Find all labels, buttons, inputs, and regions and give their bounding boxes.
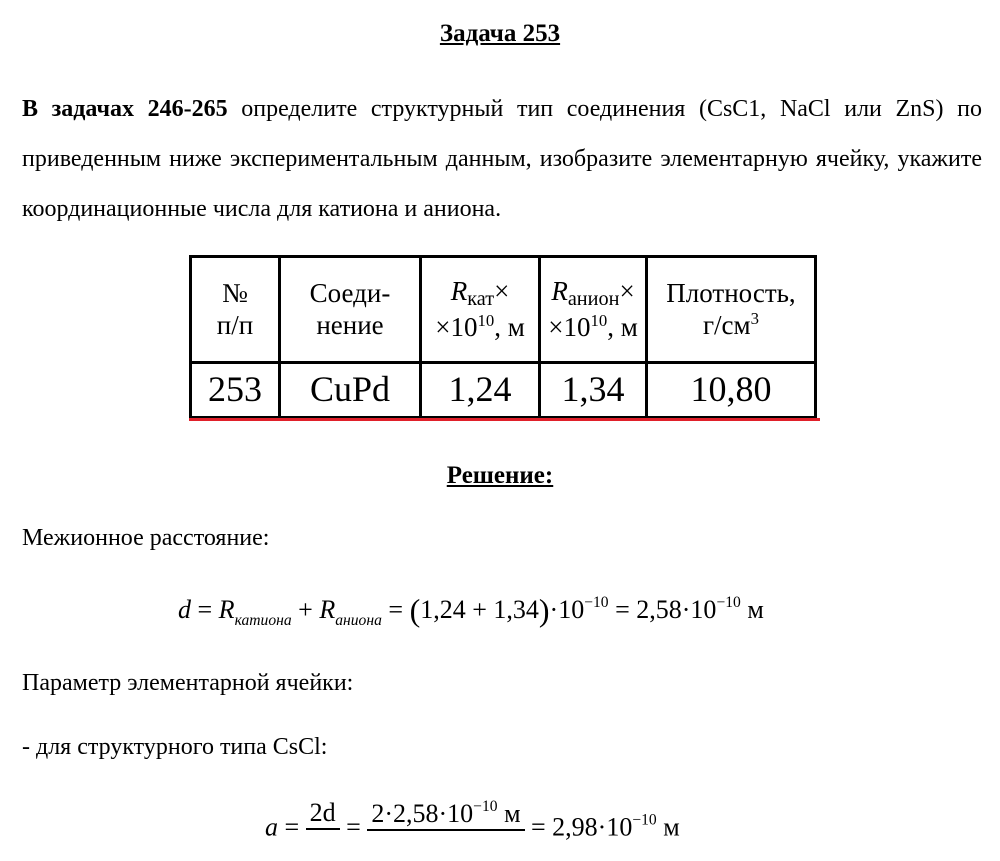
header-density: Плотность, $г/см^3$ — [647, 257, 816, 363]
cell-rcat: 1,24 — [421, 363, 540, 418]
header-ran: Rанион× $\times 10^{10}$, м — [540, 257, 647, 363]
table-row — [191, 363, 816, 418]
table-underline — [189, 418, 820, 421]
cell-density: 10,80 — [647, 363, 816, 418]
cell-num: 253 — [191, 363, 280, 418]
cell-param-label: Параметр элементарной ячейки: — [22, 670, 354, 696]
cell-ran: 1,34 — [540, 363, 647, 418]
header-rcat: Rкат× $\times 10^{10}$, м — [421, 257, 540, 363]
problem-title: Задача 253 — [439, 20, 561, 47]
data-table — [189, 255, 817, 419]
formula-cell-param: a = 2d = $2\cdot 2,58\cdot 10^{-10}$ м = $2,98\cdot 10^{-10}$ м — [265, 798, 680, 842]
cscl-label: - для структурного типа CsCl: — [22, 734, 328, 760]
problem-statement — [22, 84, 982, 234]
header-compound: Соеди- нение — [280, 257, 421, 363]
problem-text: определите структурный тип соединения (CsC1, NaCl или ZnS) по приведенным ниже экспериментальным данным, изобразите элементарную ячейку, укажите координационные числа для катиона и аниона. — [22, 96, 983, 222]
interionic-label: Межионное расстояние: — [22, 525, 270, 551]
formula-distance: $d = R_{катиона} + R_{аниона} = (1,24 + 1,34)\cdot 10^{-10} = 2,58\cdot 10^{-10}$ м — [178, 592, 764, 630]
solution-title: Решение: — [446, 462, 554, 489]
cell-compound: CuPd — [280, 363, 421, 418]
header-num: № п/п — [191, 257, 280, 363]
problem-bold-prefix: В задачах 246-265 — [22, 96, 228, 122]
table-header-row — [191, 257, 816, 363]
